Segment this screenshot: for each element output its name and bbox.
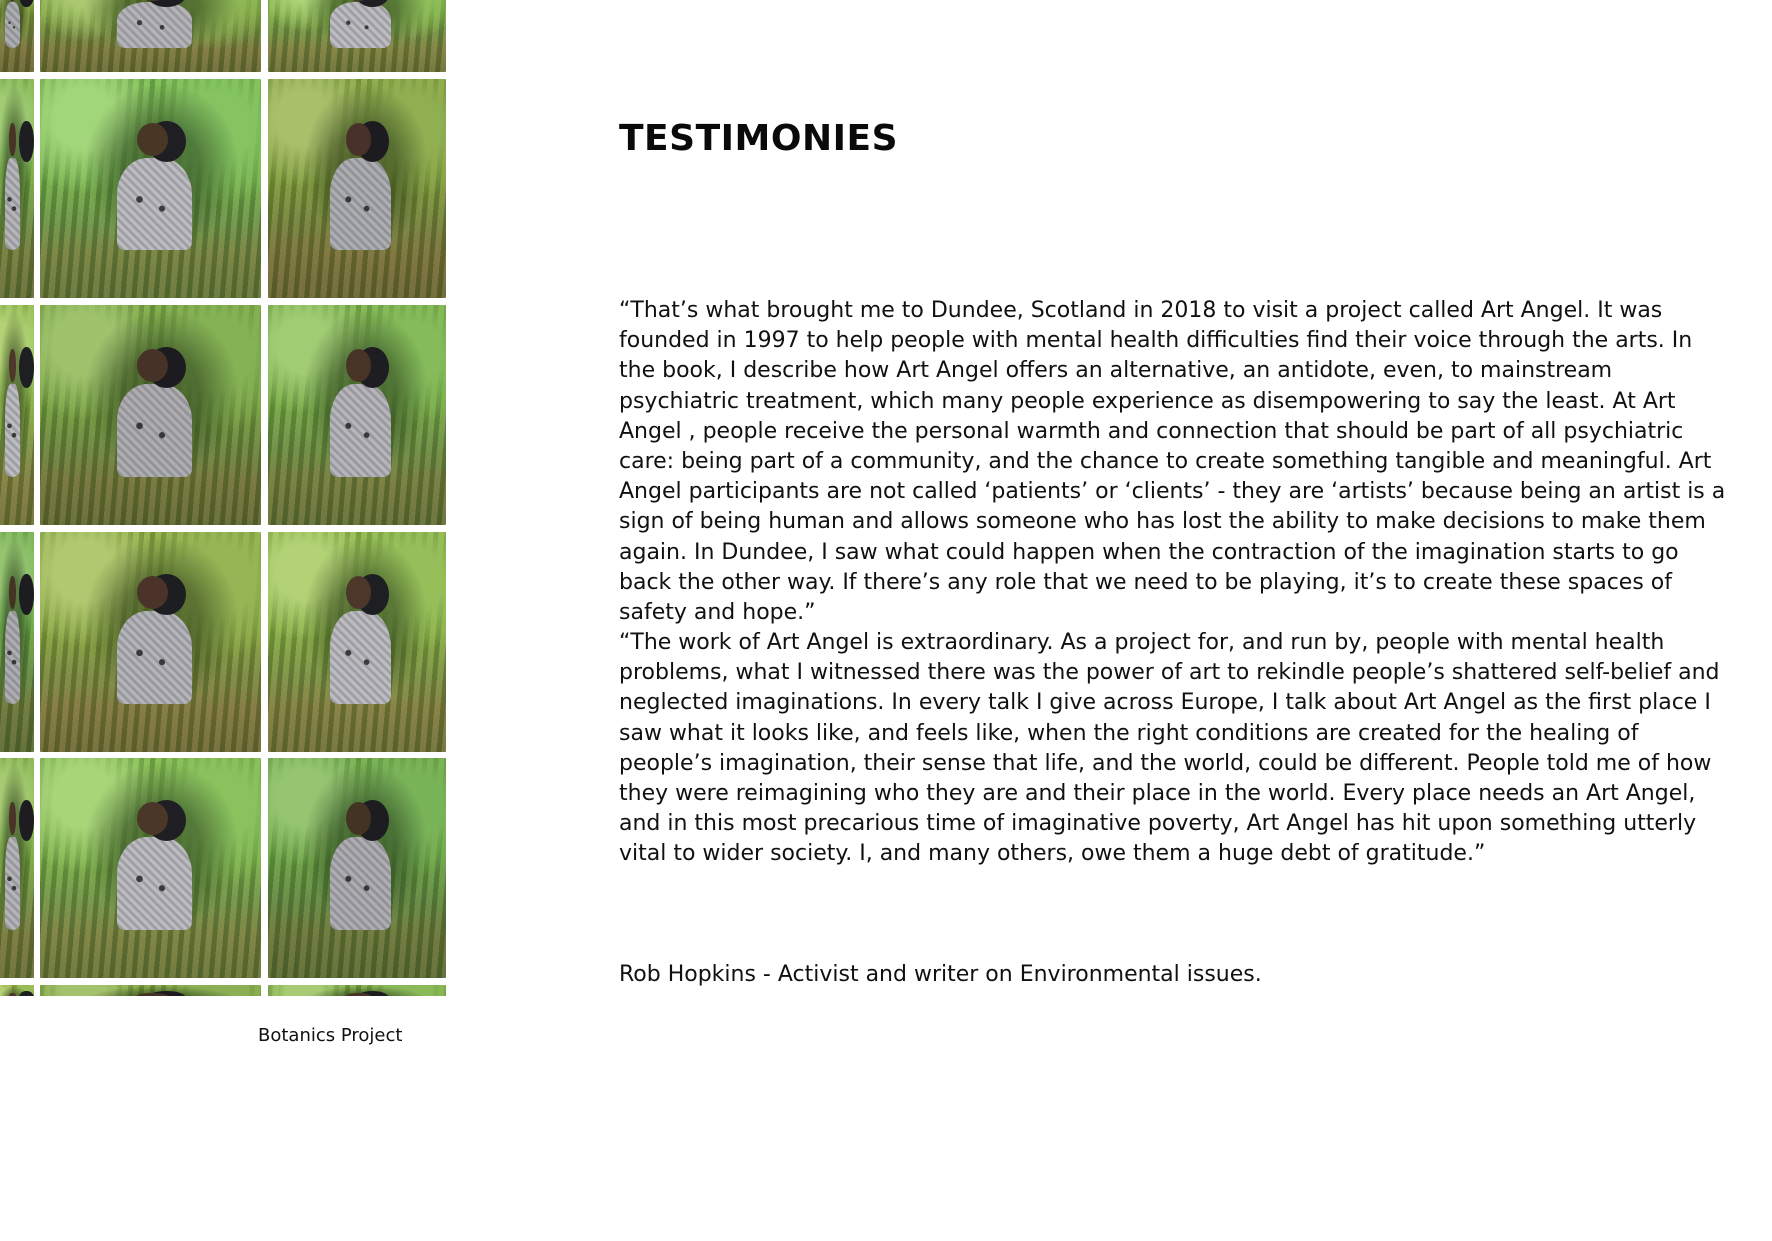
photo-tile-7 xyxy=(0,305,34,525)
photo-tile-13 xyxy=(0,758,34,978)
photo-tile-9 xyxy=(268,305,446,525)
photo-tile-15 xyxy=(268,758,446,978)
photo-tile-18 xyxy=(268,985,446,996)
photo-tile-16 xyxy=(0,985,34,996)
photo-tile-12 xyxy=(268,532,446,752)
photo-tile-5 xyxy=(40,79,261,298)
photo-tile-17 xyxy=(40,985,261,996)
photo-tile-11 xyxy=(40,532,261,752)
photo-tile-6 xyxy=(268,79,446,298)
testimony-attribution: Rob Hopkins - Activist and writer on Environmental issues. xyxy=(619,962,1262,987)
photo-tile-10 xyxy=(0,532,34,752)
testimony-quote-2: “The work of Art Angel is extraordinary. As a project for, and run by, people with mental health problems, what I witnessed there was the power of art to rekindle people’s shattered self-belief and neglected imaginations. In every talk I give across Europe, I talk about Art Angel as the first place I saw what it looks like, and feels like, when the right conditions are created for the healing of people’s imagination, their sense that life, and the world, could be different. People told me of how they were reimagining who they are and their place in the world. Every place needs an Art Angel, and in this most precarious time of imaginative poverty, Art Angel has hit upon something utterly vital to wider society. I, and many others, owe them a huge debt of gratitude.” xyxy=(619,630,1720,867)
testimony-quote-1: “That’s what brought me to Dundee, Scotland in 2018 to visit a project called Art Angel. It was founded in 1997 to help people with mental health difficulties find their voice through the arts. In the book, I describe how Art Angel offers an alternative, an antidote, even, to mainstream psychiatric treatment, which many people experience as disempowering to say the least. At Art Angel , people receive the personal warmth and connection that should be part of all psychiatric care: being part of a community, and the chance to create something tangible and meaningful. Art Angel participants are not called ‘patients’ or ‘clients’ - they are ‘artists’ because being an artist is a sign of being human and allows someone who has lost the ability to make decisions to make them again. In Dundee, I saw what could happen when the contraction of the imagination starts to go back the other way. If there’s any role that we need to be playing, it’s to create these spaces of safety and hope.” xyxy=(619,298,1726,626)
photo-collage xyxy=(0,0,446,996)
photo-caption: Botanics Project xyxy=(258,1025,403,1046)
page-title: TESTIMONIES xyxy=(619,118,898,159)
photo-tile-2 xyxy=(40,0,261,72)
photo-tile-8 xyxy=(40,305,261,525)
photo-tile-3 xyxy=(268,0,446,72)
photo-tile-14 xyxy=(40,758,261,978)
photo-tile-4 xyxy=(0,79,34,298)
photo-tile-1 xyxy=(0,0,34,72)
